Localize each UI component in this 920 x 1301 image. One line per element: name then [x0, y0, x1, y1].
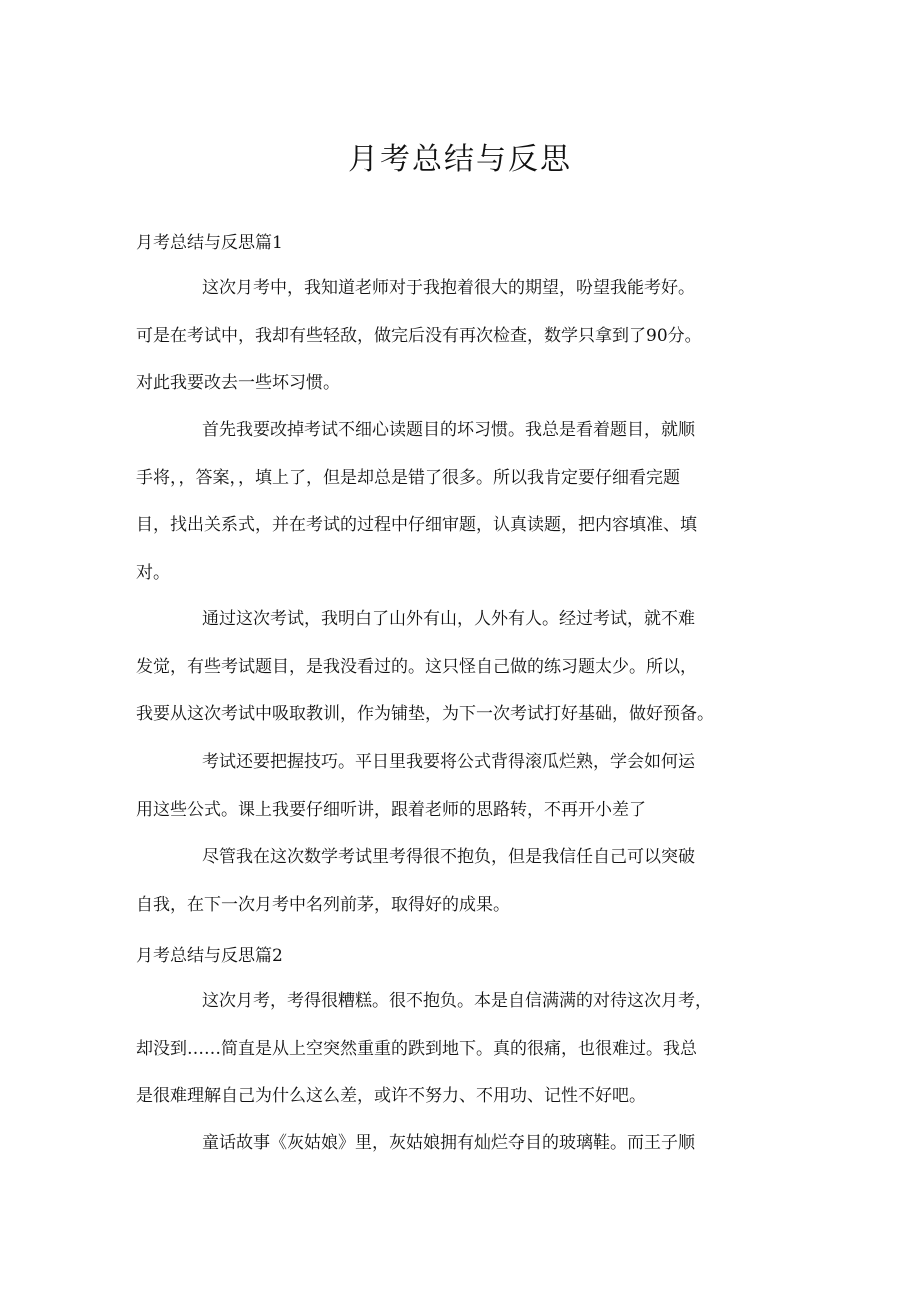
- section-heading-2: 月考总结与反思篇2: [136, 946, 283, 966]
- paragraph-1-1: [136, 265, 791, 408]
- paragraph-line: 对。: [136, 562, 170, 583]
- paragraph-line: 尽管我在这次数学考试里考得很不抱负，但是我信任自己可以突破: [202, 847, 695, 867]
- paragraph-line: 对此我要改去一些坏习惯。: [136, 373, 340, 393]
- paragraph-line: 我要从这次考试中吸取教训，作为铺垫，为下一次考试打好基础，做好预备。: [136, 704, 714, 724]
- paragraph-line: 用这些公式。课上我要仔细听讲，跟着老师的思路转，不再开小差了: [136, 799, 646, 820]
- paragraph-1-2: [136, 407, 791, 597]
- paragraph-line: 考试还要把握技巧。平日里我要将公式背得滚瓜烂熟，学会如何运: [202, 752, 695, 772]
- paragraph-line: 发觉，有些考试题目，是我没看过的。这只怪自己做的练习题太少。所以，: [136, 656, 697, 677]
- paragraph-line: 手将，，答案，，填上了，但是却总是错了很多。所以我肯定要仔细看完题: [136, 467, 680, 488]
- paragraph-line: 目，找出关系式，并在考试的过程中仔细审题，认真读题，把内容填准、填: [136, 515, 697, 535]
- paragraph-line: 这次月考，考得很糟糕。很不抱负。本是自信满满的对待这次月考，: [202, 991, 712, 1011]
- paragraph-line: 是很难理解自己为什么这么差，或许不努力、不用功、记性不好吧。: [136, 1086, 646, 1106]
- paragraph-line: 可是在考试中，我却有些轻敌，做完后没有再次检查，数学只拿到了90分。: [136, 325, 702, 346]
- paragraph-line: 这次月考中，我知道老师对于我抱着很大的期望，吩望我能考好。: [202, 278, 695, 298]
- paragraph-line: 却没到……简直是从上空突然重重的跌到地下。真的很痛，也很难过。我总: [136, 1038, 697, 1059]
- paragraph-1-3: [136, 596, 791, 739]
- document-title: 月考总结与反思: [348, 142, 572, 177]
- paragraph-1-5: [136, 834, 791, 929]
- paragraph-line: 首先我要改掉考试不细心读题目的坏习惯。我总是看着题目，就顺: [202, 420, 695, 440]
- paragraph-line: 通过这次考试，我明白了山外有山，人外有人。经过考试，就不难: [202, 609, 695, 629]
- paragraph-line: 自我，在下一次月考中名列前茅，取得好的成果。: [136, 894, 510, 915]
- paragraph-line: 童话故事《灰姑娘》里，灰姑娘拥有灿烂夺目的玻璃鞋。而王子顺: [202, 1133, 695, 1153]
- paragraph-2-1: [136, 978, 791, 1121]
- paragraph-1-4: [136, 739, 791, 834]
- paragraph-2-2: [136, 1120, 791, 1168]
- section-heading-1: 月考总结与反思篇1: [136, 233, 283, 253]
